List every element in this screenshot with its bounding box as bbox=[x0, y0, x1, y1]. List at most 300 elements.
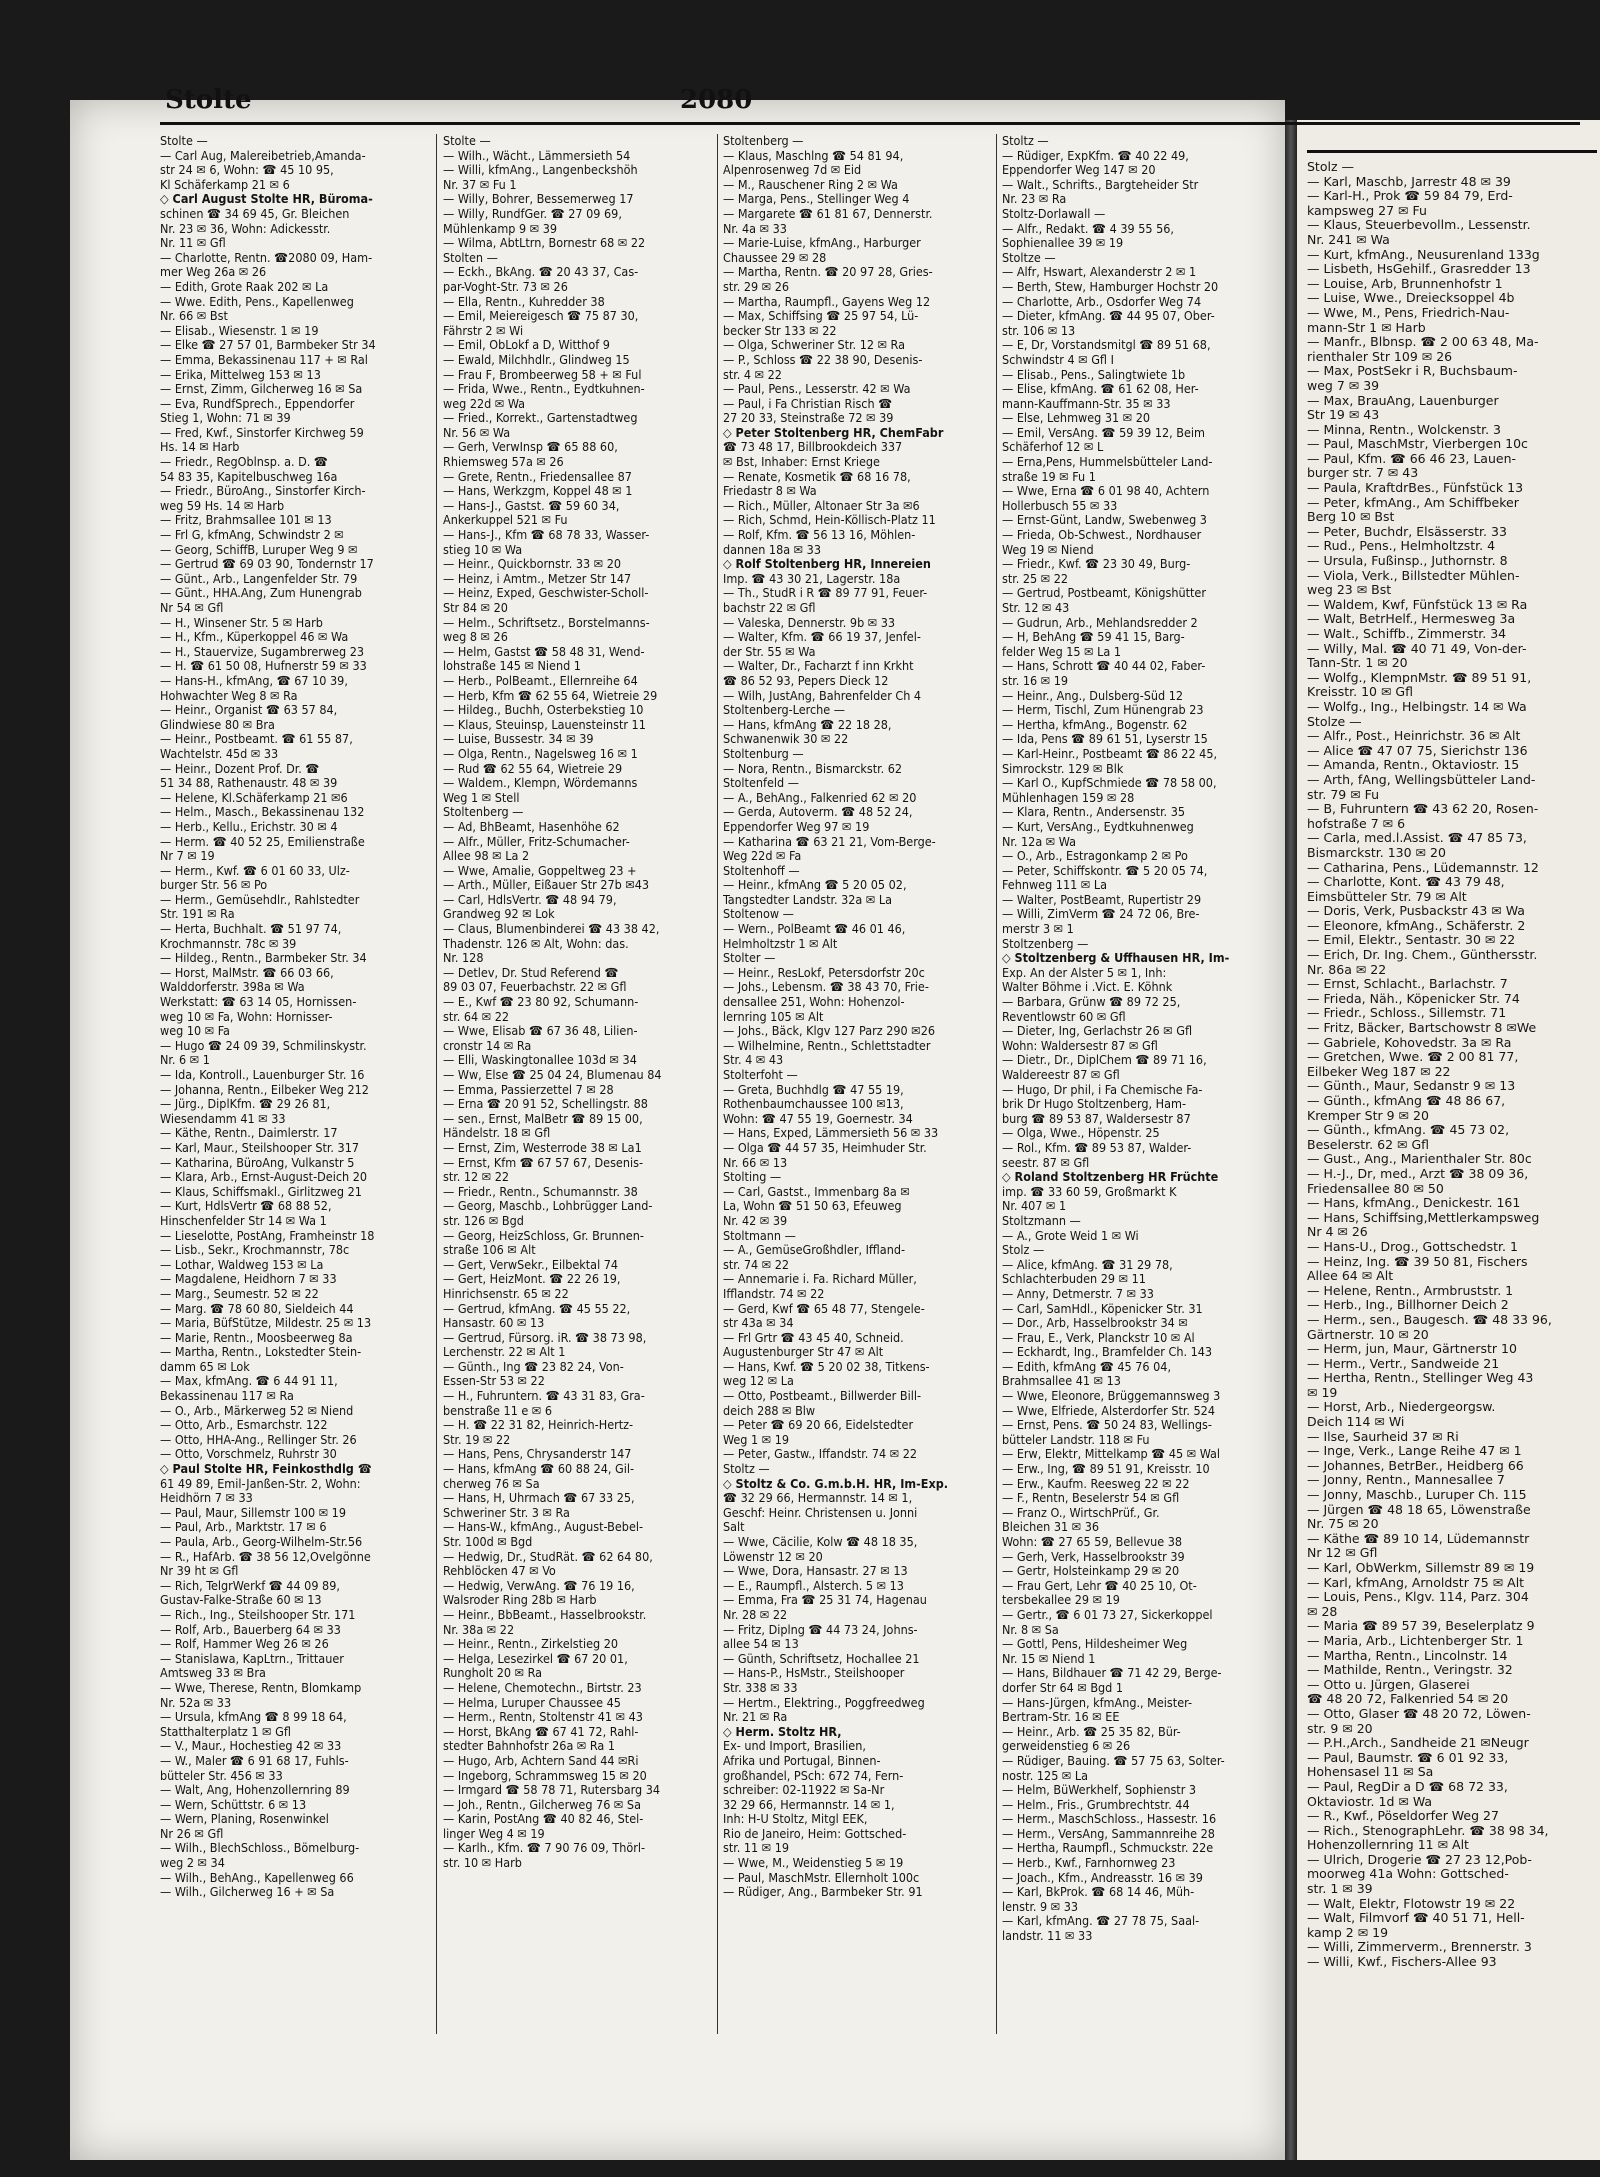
directory-entry-line: — Ulrich, Drogerie ☎ 27 23 12,Pob- bbox=[1307, 1852, 1532, 1867]
directory-entry-line: Essen-Str 53 ✉ 22 bbox=[443, 1374, 545, 1389]
directory-entry-line: straße 106 ✉ Alt bbox=[443, 1243, 536, 1258]
directory-entry-line: Str. 12 ✉ 43 bbox=[1002, 601, 1070, 615]
directory-entry-line: Rungholt 20 ✉ Ra bbox=[443, 1666, 543, 1681]
surname-heading: Stoltenow — bbox=[723, 907, 794, 922]
directory-entry-line: str. 11 ✉ 19 bbox=[723, 1841, 790, 1856]
directory-entry-line: — Amanda, Rentn., Oktaviostr. 15 bbox=[1307, 758, 1520, 773]
directory-entry-line: str. 79 ✉ Fu bbox=[1307, 787, 1380, 802]
directory-entry-line: Str. 100d ✉ Bgd bbox=[443, 1535, 533, 1549]
surname-heading: Stoltenfeld — bbox=[723, 776, 799, 791]
directory-entry-line: — Herta, Buchhalt. ☎ 51 97 74, bbox=[160, 922, 342, 937]
directory-entry-line: Nr. 128 bbox=[443, 951, 484, 966]
directory-entry-line: Heidhörn 7 ✉ 33 bbox=[160, 1491, 253, 1506]
directory-entry-line: — Hans-U., Drog., Gottschedstr. 1 bbox=[1307, 1239, 1518, 1254]
directory-entry-line: — Ursula, kfmAng ☎ 8 99 18 64, bbox=[160, 1710, 347, 1725]
directory-entry-line: — Willy, Bohrer, Bessemerweg 17 bbox=[443, 192, 634, 207]
directory-entry-line: — Marg., Seumestr. 52 ✉ 22 bbox=[160, 1286, 319, 1301]
directory-entry-line: — Gertrud, kfmAng. ☎ 45 55 22, bbox=[443, 1301, 631, 1316]
directory-entry-line: Augustenburger Str 47 ✉ Alt bbox=[723, 1345, 884, 1360]
directory-entry-line: — Mathilde, Rentn., Veringstr. 32 bbox=[1307, 1663, 1513, 1678]
directory-entry-line: felder Weg 15 ✉ La 1 bbox=[1002, 644, 1122, 659]
directory-entry-line: 27 20 33, Steinstraße 72 ✉ 39 bbox=[723, 411, 894, 426]
directory-entry-line: hofstraße 7 ✉ 6 bbox=[1307, 816, 1406, 831]
directory-entry-line: — Wwe, Dora, Hansastr. 27 ✉ 13 bbox=[723, 1564, 908, 1579]
book-spine bbox=[1285, 120, 1297, 2160]
directory-entry-line: Deich 114 ✉ Wi bbox=[1307, 1415, 1405, 1430]
directory-entry-line: — Marg. ☎ 78 60 80, Sieldeich 44 bbox=[160, 1301, 354, 1316]
surname-heading: Stolten — bbox=[443, 250, 498, 265]
directory-entry-line: Weg 22d ✉ Fa bbox=[723, 849, 802, 864]
directory-entry-line: Str 19 ✉ 43 bbox=[1307, 408, 1380, 423]
directory-entry-line: — Wilh., Wächt., Lämmersieth 54 bbox=[443, 148, 631, 163]
directory-entry-line: — Hans, Schrott ☎ 40 44 02, Faber- bbox=[1002, 659, 1206, 674]
surname-heading: Stoltenberg-Lerche — bbox=[723, 703, 846, 718]
directory-entry-line: str. 9 ✉ 20 bbox=[1307, 1721, 1373, 1736]
directory-entry-line: — Karl O., KupfSchmiede ☎ 78 58 00, bbox=[1002, 776, 1217, 791]
directory-entry-line: lernring 105 ✉ Alt bbox=[723, 1009, 824, 1024]
directory-entry-line: weg 59 Hs. 14 ✉ Harb bbox=[160, 498, 285, 513]
directory-entry-line: — Frida, Wwe., Rentn., Eydtkuhnen- bbox=[443, 382, 645, 397]
directory-entry-line: allee 54 ✉ 13 bbox=[723, 1637, 799, 1652]
directory-entry-line: deich 288 ✉ Blw bbox=[723, 1403, 816, 1418]
directory-entry-line: — Irmgard ☎ 58 78 71, Rutersbarg 34 bbox=[443, 1783, 661, 1798]
directory-entry-line: — Wern, Schüttstr. 6 ✉ 13 bbox=[160, 1797, 307, 1812]
directory-entry-line: Str 84 ✉ 20 bbox=[443, 601, 508, 615]
directory-entry-line: — Hans, Kwf. ☎ 5 20 02 38, Titkens- bbox=[723, 1359, 930, 1374]
directory-entry-line: — Charlotte, Arb., Osdorfer Weg 74 bbox=[1002, 294, 1202, 309]
directory-entry-line: — Rüdiger, Ang., Barmbeker Str. 91 bbox=[723, 1885, 923, 1900]
directory-entry-line: — Klara, Arb., Ernst-August-Deich 20 bbox=[160, 1170, 368, 1185]
directory-entry-line: — Herm., Kwf. ☎ 6 01 60 33, Ulz- bbox=[160, 863, 350, 878]
directory-entry-line: — sen., Ernst, MalBetr ☎ 89 15 00, bbox=[443, 1111, 643, 1126]
directory-entry-line: — Herb., Kellu., Erichstr. 30 ✉ 4 bbox=[160, 819, 338, 834]
directory-entry-line: Allee 98 ✉ La 2 bbox=[443, 849, 530, 864]
directory-entry-line: — Emil, VersAng. ☎ 59 39 12, Beim bbox=[1002, 425, 1205, 440]
directory-entry-line: — Viola, Verk., Billstedter Mühlen- bbox=[1307, 568, 1520, 583]
surname-heading: Stolze — bbox=[1307, 714, 1362, 729]
directory-entry-line: Bleichen 31 ✉ 36 bbox=[1002, 1520, 1099, 1535]
directory-entry-line: weg 7 ✉ 39 bbox=[1307, 378, 1380, 393]
directory-entry-line: — Else, Lehmweg 31 ✉ 20 bbox=[1002, 411, 1151, 426]
directory-entry-line: — Alfr., Redakt. ☎ 4 39 55 56, bbox=[1002, 221, 1174, 236]
directory-entry-line: par-Voght-Str. 73 ✉ 26 bbox=[443, 279, 568, 294]
facing-page-rule bbox=[1307, 150, 1597, 153]
directory-entry-line: — Karl, Maur., Steilshooper Str. 317 bbox=[160, 1140, 359, 1155]
directory-entry-line: Str. 191 ✉ Ra bbox=[160, 907, 235, 922]
directory-entry-line: Str. 338 ✉ 33 bbox=[723, 1680, 798, 1695]
directory-entry-line: Nr. 42 ✉ 39 bbox=[723, 1213, 788, 1228]
directory-entry-line: damm 65 ✉ Lok bbox=[160, 1359, 250, 1374]
directory-entry-line: Ex- und Import, Brasilien, bbox=[723, 1739, 866, 1754]
directory-entry-line: — Paula, KraftdrBes., Fünfstück 13 bbox=[1307, 481, 1524, 496]
directory-entry-line: — Joach., Kfm., Andreasstr. 16 ✉ 39 bbox=[1002, 1870, 1203, 1885]
directory-entry-line: — Otto, Glaser ☎ 48 20 72, Löwen- bbox=[1307, 1706, 1531, 1721]
directory-column-3 bbox=[723, 134, 991, 2034]
directory-entry-line: — Karl, kfmAng, Arnoldstr 75 ✉ Alt bbox=[1307, 1575, 1525, 1590]
directory-entry-line: Nr. 241 ✉ Wa bbox=[1307, 232, 1390, 247]
directory-entry-line: — Herm, Tischl, Zum Hünengrab 23 bbox=[1002, 703, 1204, 718]
directory-entry-line: str 43a ✉ 34 bbox=[723, 1316, 794, 1331]
directory-entry-line: — Jürgen ☎ 48 18 65, Löwenstraße bbox=[1307, 1502, 1531, 1517]
directory-entry-line: — Marie, Rentn., Moosbeerweg 8a bbox=[160, 1330, 353, 1345]
directory-entry-line: — Heinz, i Amtm., Metzer Str 147 bbox=[443, 571, 632, 586]
directory-entry-line: — Walter, Dr., Facharzt f inn Krkht bbox=[723, 659, 914, 674]
directory-entry-line: str. 64 ✉ 22 bbox=[443, 1009, 510, 1024]
directory-entry-line: — Karl, Maschb, Jarrestr 48 ✉ 39 bbox=[1307, 174, 1511, 189]
surname-heading: Stoltz — bbox=[1002, 134, 1049, 148]
directory-entry-line: — Dieter, Ing, Gerlachstr 26 ✉ Gfl bbox=[1002, 1024, 1193, 1039]
directory-entry-line: — Willi, Kwf., Fischers-Allee 93 bbox=[1307, 1955, 1497, 1970]
directory-entry-line: — Hans, kfmAng., Denickestr. 161 bbox=[1307, 1196, 1521, 1211]
directory-entry-line: weg 2 ✉ 34 bbox=[160, 1856, 225, 1871]
directory-entry-line: cronstr 14 ✉ Ra bbox=[443, 1038, 532, 1053]
directory-entry-line: — Dieter, kfmAng. ☎ 44 95 07, Ober- bbox=[1002, 309, 1215, 324]
directory-entry-line: ◇ Herm. Stoltz HR, bbox=[723, 1724, 842, 1739]
directory-entry-line: — Johannes, BetrBer., Heidberg 66 bbox=[1307, 1458, 1524, 1473]
directory-entry-line: — Heinr., BbBeamt., Hasselbrookstr. bbox=[443, 1607, 647, 1622]
directory-entry-line: — R., HafArb. ☎ 38 56 12,Ovelgönne bbox=[160, 1549, 371, 1564]
directory-entry-line: — A., Grote Weid 1 ✉ Wi bbox=[1002, 1228, 1139, 1243]
directory-entry-line: — P., Schloss ☎ 22 38 90, Desenis- bbox=[723, 352, 923, 367]
directory-entry-line: der Str. 55 ✉ Wa bbox=[723, 644, 816, 659]
directory-entry-line: Schweriner Str. 3 ✉ Ra bbox=[443, 1505, 570, 1520]
directory-entry-line: — Günth, Schriftsetz, Hochallee 21 bbox=[723, 1651, 920, 1666]
directory-entry-line: — Georg, SchiffB, Luruper Weg 9 ✉ bbox=[160, 542, 358, 557]
directory-entry-line: — W., Maler ☎ 6 91 68 17, Fuhls- bbox=[160, 1753, 349, 1768]
directory-entry-line: — Hedwig, Dr., StudRät. ☎ 62 64 80, bbox=[443, 1549, 653, 1564]
directory-entry-line: — Minna, Rentn., Wolckenstr. 3 bbox=[1307, 422, 1501, 437]
directory-entry-line: — Wwe, M., Weidenstieg 5 ✉ 19 bbox=[723, 1856, 904, 1871]
directory-entry-line: — Gertr., ☎ 6 01 73 27, Sickerkoppel bbox=[1002, 1607, 1213, 1622]
directory-entry-line: — Heinr., Dozent Prof. Dr. ☎ bbox=[160, 761, 320, 776]
directory-entry-line: Friedensallee 80 ✉ 50 bbox=[1307, 1181, 1444, 1196]
directory-entry-line: ◇ Stoltz & Co. G.m.b.H. HR, Im-Exp. bbox=[723, 1476, 949, 1491]
directory-entry-line: Amtsweg 33 ✉ Bra bbox=[160, 1666, 266, 1681]
directory-entry-line: Nr 7 ✉ 19 bbox=[160, 849, 215, 864]
directory-entry-line: — Kurt, kfmAng., Neusurenland 133g bbox=[1307, 247, 1540, 262]
directory-entry-line: — Otto, Arb., Esmarchstr. 122 bbox=[160, 1418, 328, 1433]
directory-entry-line: Nr. 15 ✉ Niend 1 bbox=[1002, 1651, 1096, 1666]
directory-entry-line: str. 10 ✉ Harb bbox=[443, 1856, 522, 1871]
directory-entry-line: — Paul, i Fa Christian Risch ☎ bbox=[723, 396, 893, 411]
directory-entry-line: — Gerh, VerwInsp ☎ 65 88 60, bbox=[443, 440, 618, 455]
directory-entry-line: kamp 2 ✉ 19 bbox=[1307, 1925, 1389, 1940]
directory-entry-line: — Th., StudR i R ☎ 89 77 91, Feuer- bbox=[723, 586, 928, 601]
directory-entry-line: Nr. 38a ✉ 22 bbox=[443, 1622, 515, 1637]
directory-entry-line: — Lothar, Waldweg 153 ✉ La bbox=[160, 1257, 324, 1272]
directory-entry-line: — Rol., Kfm. ☎ 89 53 87, Walder- bbox=[1002, 1140, 1192, 1155]
directory-entry-line: Nr. 6 ✉ 1 bbox=[160, 1053, 210, 1068]
directory-entry-line: Kremper Str 9 ✉ 20 bbox=[1307, 1108, 1429, 1123]
directory-entry-line: Alpenrosenweg 7d ✉ Eid bbox=[723, 163, 862, 178]
directory-entry-line: — Günth., Ing ☎ 23 82 24, Von- bbox=[443, 1359, 624, 1374]
directory-entry-line: — Lisbeth, HsGehilf., Grasredder 13 bbox=[1307, 262, 1531, 277]
directory-entry-line: weg 8 ✉ 26 bbox=[443, 630, 508, 645]
directory-entry-line: stieg 10 ✉ Wa bbox=[443, 542, 523, 557]
directory-entry-line: Geschf: Heinr. Christensen u. Jonni bbox=[723, 1505, 918, 1520]
directory-entry-line: Afrika und Portugal, Binnen- bbox=[723, 1753, 881, 1768]
directory-entry-line: — Wwe, Therese, Rentn, Blomkamp bbox=[160, 1680, 362, 1695]
directory-entry-line: nostr. 125 ✉ La bbox=[1002, 1768, 1089, 1783]
directory-entry-line: Kl Schäferkamp 21 ✉ 6 bbox=[160, 177, 290, 192]
directory-entry-line: Nr. 407 ✉ 1 bbox=[1002, 1199, 1067, 1214]
directory-entry-line: — Otto u. Jürgen, Glaserei bbox=[1307, 1677, 1470, 1692]
directory-entry-line: — Hans, Bildhauer ☎ 71 42 29, Berge- bbox=[1002, 1666, 1222, 1681]
directory-entry-line: Thadenstr. 126 ✉ Alt, Wohn: das. bbox=[443, 936, 629, 951]
directory-entry-line: Simrockstr. 129 ✉ Blk bbox=[1002, 761, 1124, 776]
directory-entry-line: — Willi, kfmAng., Langenbeckshöh bbox=[443, 163, 638, 178]
directory-entry-line: cherweg 76 ✉ Sa bbox=[443, 1476, 540, 1491]
directory-entry-line: weg 22d ✉ Wa bbox=[443, 396, 526, 411]
directory-entry-line: — Karl-Heinr., Postbeamt ☎ 86 22 45, bbox=[1002, 746, 1218, 761]
directory-entry-line: — Fritz, Brahmsallee 101 ✉ 13 bbox=[160, 513, 332, 528]
directory-entry-line: — Paul, MaschMstr, Vierbergen 10c bbox=[1307, 437, 1528, 452]
directory-entry-line: — Elke ☎ 27 57 01, Barmbeker Str 34 bbox=[160, 338, 376, 353]
directory-entry-line: — Heinr., Arb. ☎ 25 35 82, Bür- bbox=[1002, 1724, 1181, 1739]
directory-entry-line: Nr. 23 ✉ Ra bbox=[1002, 192, 1067, 207]
directory-entry-line: — Friedr., Schloss., Sillemstr. 71 bbox=[1307, 1006, 1507, 1021]
directory-entry-line: — P.H.,Arch., Sandheide 21 ✉Neugr bbox=[1307, 1736, 1529, 1751]
directory-entry-line: Oktaviostr. 1d ✉ Wa bbox=[1307, 1794, 1433, 1809]
directory-entry-line: — Helm., Fris., Grumbrechtstr. 44 bbox=[1002, 1797, 1190, 1812]
directory-entry-line: — Erw., Ing, ☎ 89 51 91, Kreisstr. 10 bbox=[1002, 1462, 1210, 1477]
directory-entry-line: merstr 3 ✉ 1 bbox=[1002, 922, 1074, 937]
directory-entry-line: — Johs., Lebensm. ☎ 38 43 70, Frie- bbox=[723, 980, 929, 995]
directory-entry-line: — Annemarie i. Fa. Richard Müller, bbox=[723, 1272, 917, 1287]
directory-entry-line: — Helga, Lesezirkel ☎ 67 20 01, bbox=[443, 1651, 628, 1666]
directory-entry-line: — Hertha, kfmAng., Bogenstr. 62 bbox=[1002, 717, 1188, 732]
directory-entry-line: — Wwe, Erna ☎ 6 01 98 40, Achtern bbox=[1002, 484, 1210, 499]
directory-entry-line: — Hans-W., kfmAng., August-Bebel- bbox=[443, 1520, 644, 1535]
directory-entry-line: str. 74 ✉ 22 bbox=[723, 1257, 790, 1272]
directory-entry-line: — Nora, Rentn., Bismarckstr. 62 bbox=[723, 761, 903, 776]
directory-entry-line: ☎ 73 48 17, Billbrookdeich 337 bbox=[723, 440, 903, 455]
directory-entry-line: — Valeska, Dennerstr. 9b ✉ 33 bbox=[723, 615, 896, 630]
directory-entry-line: bütteler Str. 456 ✉ 33 bbox=[160, 1768, 283, 1783]
directory-entry-line: — Jonny, Rentn., Mannesallee 7 bbox=[1307, 1473, 1505, 1488]
directory-entry-line: Wohn: ☎ 47 55 19, Goernestr. 34 bbox=[723, 1111, 913, 1126]
directory-entry-line: mer Weg 26a ✉ 26 bbox=[160, 265, 267, 280]
directory-entry-line: — Gerda, Autoverm. ☎ 48 52 24, bbox=[723, 805, 913, 820]
directory-entry-line: Nr. 8 ✉ Sa bbox=[1002, 1622, 1059, 1637]
directory-entry-line: 54 83 35, Kapitelbuschweg 16a bbox=[160, 469, 338, 484]
directory-entry-line: — Wern., PolBeamt ☎ 46 01 46, bbox=[723, 922, 906, 937]
directory-entry-line: ◇ Paul Stolte HR, Feinkosthdlg ☎ bbox=[160, 1462, 372, 1477]
directory-entry-line: — B, Fuhruntern ☎ 43 62 20, Rosen- bbox=[1307, 802, 1539, 817]
directory-entry-line: — H., Fuhruntern. ☎ 43 31 83, Gra- bbox=[443, 1389, 645, 1404]
directory-entry-line: Lerchenstr. 22 ✉ Alt 1 bbox=[443, 1345, 566, 1360]
directory-entry-line: — Rolf, Hammer Weg 26 ✉ 26 bbox=[160, 1637, 329, 1652]
directory-entry-line: Reventlowstr 60 ✉ Gfl bbox=[1002, 1009, 1126, 1024]
directory-entry-line: — Maria ☎ 89 57 39, Beselerplatz 9 bbox=[1307, 1619, 1535, 1634]
directory-entry-line: — Rich, TelgrWerkf ☎ 44 09 89, bbox=[160, 1578, 340, 1593]
directory-entry-line: — Wwe, M., Pens, Friedrich-Nau- bbox=[1307, 305, 1510, 320]
directory-entry-line: Nr. 75 ✉ 20 bbox=[1307, 1517, 1379, 1532]
surname-heading: Stolte — bbox=[160, 134, 208, 148]
directory-entry-line: — Wern, Planing, Rosenwinkel bbox=[160, 1812, 329, 1827]
directory-entry-line: bütteler Landstr. 118 ✉ Fu bbox=[1002, 1432, 1150, 1447]
directory-entry-line: — Hans-Jürgen, kfmAng., Meister- bbox=[1002, 1695, 1193, 1710]
directory-entry-line: — Erika, Mittelweg 153 ✉ 13 bbox=[160, 367, 321, 382]
directory-entry-line: — Hedwig, VerwAng. ☎ 76 19 16, bbox=[443, 1578, 635, 1593]
directory-entry-line: Ankerkuppel 521 ✉ Fu bbox=[443, 513, 568, 528]
directory-entry-line: — Emil, Elektr., Sentastr. 30 ✉ 22 bbox=[1307, 933, 1516, 948]
directory-entry-line: ◇ Rolf Stoltenberg HR, Innereien bbox=[723, 557, 931, 572]
directory-entry-line: Grandweg 92 ✉ Lok bbox=[443, 907, 555, 922]
surname-heading: Stoltenberg — bbox=[443, 805, 524, 820]
directory-entry-line: dannen 18a ✉ 33 bbox=[723, 542, 821, 557]
directory-entry-line: — Klaus, Schiffsmakl., Girlitzweg 21 bbox=[160, 1184, 362, 1199]
directory-entry-line: — Ewald, Milchhdlr., Glindweg 15 bbox=[443, 352, 630, 367]
directory-entry-line: — Hugo ☎ 24 09 39, Schmilinskystr. bbox=[160, 1038, 367, 1053]
directory-entry-line: — Heinr., Postbeamt. ☎ 61 55 87, bbox=[160, 732, 353, 747]
directory-entry-line: — Friedr., RegOblnsp. a. D. ☎ bbox=[160, 455, 328, 470]
directory-entry-line: — Carl Aug, Malereibetrieb,Amanda- bbox=[160, 148, 366, 163]
directory-entry-line: — Luise, Wwe., Dreiecksoppel 4b bbox=[1307, 291, 1515, 306]
column-divider bbox=[717, 134, 718, 2034]
directory-entry-line: — Karin, PostAng ☎ 40 82 46, Stel- bbox=[443, 1812, 644, 1827]
directory-entry-line: — Renate, Kosmetik ☎ 68 16 78, bbox=[723, 469, 911, 484]
directory-entry-line: Sophienallee 39 ✉ 19 bbox=[1002, 236, 1124, 251]
directory-entry-line: ☎ 48 20 72, Falkenried 54 ✉ 20 bbox=[1307, 1692, 1509, 1707]
directory-entry-line: lohstraße 145 ✉ Niend 1 bbox=[443, 659, 581, 674]
directory-entry-line: — Rich., StenographLehr. ☎ 38 98 34, bbox=[1307, 1823, 1549, 1838]
directory-entry-line: lenstr. 9 ✉ 33 bbox=[1002, 1899, 1079, 1914]
directory-entry-line: str. 25 ✉ 22 bbox=[1002, 571, 1069, 586]
directory-entry-line: Eppendorfer Weg 97 ✉ 19 bbox=[723, 819, 870, 834]
directory-entry-line: — Lisb., Sekr., Krochmannstr, 78c bbox=[160, 1243, 350, 1258]
directory-entry-line: — Louis, Pens., Klgv. 114, Parz. 304 bbox=[1307, 1590, 1529, 1605]
directory-entry-line: — Jürg., DiplKfm. ☎ 29 26 81, bbox=[160, 1097, 331, 1112]
directory-entry-line: Nr. 56 ✉ Wa bbox=[443, 425, 511, 440]
directory-entry-line: — H.-J., Dr, med., Arzt ☎ 38 09 36, bbox=[1307, 1166, 1529, 1181]
directory-entry-line: — Olga, Wwe., Höpenstr. 25 bbox=[1002, 1126, 1160, 1141]
directory-entry-line: — E., Raumpfl., Alsterch. 5 ✉ 13 bbox=[723, 1578, 904, 1593]
directory-entry-line: — Elisab., Wiesenstr. 1 ✉ 19 bbox=[160, 323, 319, 338]
directory-column-1 bbox=[160, 134, 428, 2034]
directory-entry-line: Wohn: Waldersestr 87 ✉ Gfl bbox=[1002, 1038, 1158, 1053]
directory-entry-line: Nr. 4a ✉ 33 bbox=[723, 221, 787, 236]
directory-entry-line: Glindwiese 80 ✉ Bra bbox=[160, 717, 275, 732]
directory-entry-line: — Carla, med.l.Assist. ☎ 47 85 73, bbox=[1307, 831, 1527, 846]
directory-entry-line: — Detlev, Dr. Stud Referend ☎ bbox=[443, 965, 619, 980]
directory-entry-line: — Luise, Bussestr. 34 ✉ 39 bbox=[443, 732, 594, 747]
directory-entry-line: str. 4 ✉ 22 bbox=[723, 367, 782, 382]
directory-entry-line: Nr. 12a ✉ Wa bbox=[1002, 834, 1076, 849]
directory-entry-line: — Klaus, Steuinsp, Lauensteinstr 11 bbox=[443, 717, 646, 732]
directory-entry-line: — Walt., Schrifts., Bargteheider Str bbox=[1002, 177, 1199, 192]
directory-entry-line: Schwanenwik 30 ✉ 22 bbox=[723, 732, 849, 747]
directory-entry-line: — Emil, Meiereigesch ☎ 75 87 30, bbox=[443, 309, 639, 324]
directory-entry-line: ✉ 28 bbox=[1307, 1604, 1338, 1619]
directory-entry-line: — Karl, BkProk. ☎ 68 14 46, Müh- bbox=[1002, 1885, 1195, 1900]
directory-entry-line: — Günth., kfmAng. ☎ 45 73 02, bbox=[1307, 1123, 1510, 1138]
directory-entry-line: — Ernst-Günt, Landw, Swebenweg 3 bbox=[1002, 513, 1207, 528]
surname-heading: Stolterfoht — bbox=[723, 1068, 798, 1082]
directory-entry-line: — Hildeg., Buchh, Osterbekstieg 10 bbox=[443, 703, 644, 718]
directory-entry-line: — Carl, HdlsVertr. ☎ 48 94 79, bbox=[443, 892, 617, 907]
directory-entry-line: — Helm., Masch., Bekassinenau 132 bbox=[160, 805, 365, 820]
directory-entry-line: — Peter ☎ 69 20 66, Eidelstedter bbox=[723, 1418, 914, 1433]
directory-entry-line: — Kurt, VersAng., Eydtkuhnenweg bbox=[1002, 819, 1194, 834]
directory-entry-line: Walsroder Ring 28b ✉ Harb bbox=[443, 1593, 597, 1608]
directory-entry-line: Fährstr 2 ✉ Wi bbox=[443, 323, 524, 338]
directory-entry-line: — Hans-H., kfmAng, ☎ 67 10 39, bbox=[160, 673, 348, 688]
directory-entry-line: — Eckh., BkAng. ☎ 20 43 37, Cas- bbox=[443, 265, 639, 280]
directory-entry-line: — Hugo, Arb, Achtern Sand 44 ✉Ri bbox=[443, 1753, 639, 1768]
directory-entry-line: Eimsbütteler Str. 79 ✉ Alt bbox=[1307, 889, 1467, 904]
directory-entry-line: — Helma, Luruper Chaussee 45 bbox=[443, 1695, 621, 1710]
directory-entry-line: — Carl, Gastst., Immenbarg 8a ✉ bbox=[723, 1184, 910, 1199]
directory-entry-line: benstraße 11 e ✉ 6 bbox=[443, 1403, 553, 1418]
directory-entry-line: — Martha, Rentn. ☎ 20 97 28, Gries- bbox=[723, 265, 933, 280]
directory-entry-line: — Horst, Arb., Niedergeorgsw. bbox=[1307, 1400, 1496, 1415]
directory-entry-line: schreiber: 02-11922 ✉ Sa-Nr bbox=[723, 1783, 885, 1798]
directory-entry-line: Nr. 28 ✉ 22 bbox=[723, 1607, 788, 1622]
directory-entry-line: — Marga, Pens., Stellinger Weg 4 bbox=[723, 192, 910, 207]
directory-entry-line: — Ad, BhBeamt, Hasenhöhe 62 bbox=[443, 819, 620, 834]
directory-entry-line: — R., Kwf., Pöseldorfer Weg 27 bbox=[1307, 1809, 1499, 1824]
directory-entry-line: Rhiemsweg 57a ✉ 26 bbox=[443, 455, 564, 470]
directory-entry-line: Imp. ☎ 43 30 21, Lagerstr. 18a bbox=[723, 571, 901, 586]
directory-entry-line: — Peter, Buchdr, Elsässerstr. 33 bbox=[1307, 524, 1507, 539]
directory-entry-line: — H, BehAng ☎ 59 41 15, Barg- bbox=[1002, 630, 1185, 645]
directory-entry-line: — Carl, SamHdl., Köpenicker Str. 31 bbox=[1002, 1301, 1203, 1316]
directory-entry-line: ◇ Peter Stoltenberg HR, ChemFabr bbox=[723, 425, 944, 440]
directory-entry-line: Weg 19 ✉ Niend bbox=[1002, 542, 1094, 557]
directory-entry-line: — Willy, Mal. ☎ 40 71 49, Von-der- bbox=[1307, 641, 1527, 656]
directory-entry-line: — Waldem, Kwf, Fünfstück 13 ✉ Ra bbox=[1307, 597, 1528, 612]
directory-entry-line: — Inge, Verk., Lange Reihe 47 ✉ 1 bbox=[1307, 1444, 1522, 1459]
directory-entry-line: — Karl, kfmAng. ☎ 27 78 75, Saal- bbox=[1002, 1914, 1200, 1929]
directory-entry-line: gerweidenstieg 6 ✉ 26 bbox=[1002, 1739, 1131, 1754]
directory-entry-line: — Otto, HHA-Ang., Rellinger Str. 26 bbox=[160, 1432, 357, 1447]
directory-entry-line: Hohensasel 11 ✉ Sa bbox=[1307, 1765, 1434, 1780]
directory-entry-line: — Gust., Ang., Marienthaler Str. 80c bbox=[1307, 1152, 1532, 1167]
directory-entry-line: str. 16 ✉ 19 bbox=[1002, 673, 1069, 688]
directory-entry-line: — Ernst, Zimm, Gilcherweg 16 ✉ Sa bbox=[160, 382, 363, 397]
surname-heading: Stolz — bbox=[1307, 160, 1354, 174]
directory-entry-line: Walter Böhme i .Vict. E. Köhnk bbox=[1002, 980, 1173, 995]
directory-entry-line: — Hans-P., HsMstr., Steilshooper bbox=[723, 1666, 905, 1681]
directory-entry-line: Wiesendamm 41 ✉ 33 bbox=[160, 1111, 286, 1126]
directory-entry-line: — Wwe, Elisab ☎ 67 36 48, Lilien- bbox=[443, 1024, 638, 1039]
directory-entry-line: — Wilh., BehAng., Kapellenweg 66 bbox=[160, 1870, 354, 1885]
directory-entry-line: — Günt., HHA.Ang, Zum Hunengrab bbox=[160, 586, 362, 601]
directory-entry-line: Statthalterplatz 1 ✉ Gfl bbox=[160, 1724, 291, 1739]
directory-entry-line: — Doris, Verk, Pusbackstr 43 ✉ Wa bbox=[1307, 904, 1525, 919]
directory-entry-line: Exp. An der Alster 5 ✉ 1, Inh: bbox=[1002, 965, 1167, 980]
directory-entry-line: — Herb., Ing., Billhorner Deich 2 bbox=[1307, 1298, 1509, 1313]
directory-entry-line: str 24 ✉ 6, Wohn: ☎ 45 10 95, bbox=[160, 163, 334, 178]
directory-entry-line: — Paul, RegDir a D ☎ 68 72 33, bbox=[1307, 1779, 1508, 1794]
directory-entry-line: — Helene, Kl.Schäferkamp 21 ✉6 bbox=[160, 790, 348, 805]
directory-entry-line: Str. 4 ✉ 43 bbox=[723, 1053, 784, 1068]
directory-entry-line: — Erna,Pens, Hummelsbütteler Land- bbox=[1002, 455, 1213, 470]
directory-entry-line: Gustav-Falke-Straße 60 ✉ 13 bbox=[160, 1593, 322, 1608]
directory-entry-line: Nr 39 ht ✉ Gfl bbox=[160, 1564, 239, 1579]
directory-entry-line: — Herb., Kwf., Farnhornweg 23 bbox=[1002, 1856, 1176, 1871]
directory-entry-line: — Klaus, Steuerbevollm., Lessenstr. bbox=[1307, 218, 1531, 233]
directory-entry-line: — Walt, Filmvorf ☎ 40 51 71, Hell- bbox=[1307, 1911, 1525, 1926]
directory-entry-line: — Heinz, Exped, Geschwister-Scholl- bbox=[443, 586, 649, 601]
directory-entry-line: — Eckhardt, Ing., Bramfelder Ch. 143 bbox=[1002, 1345, 1213, 1360]
directory-entry-line: — Eva, RundfSprech., Eppendorfer bbox=[160, 396, 355, 411]
directory-entry-line: — Arth, fAng, Wellingsbütteler Land- bbox=[1307, 772, 1536, 787]
directory-entry-line: — Rolf, Arb., Bauerberg 64 ✉ 33 bbox=[160, 1622, 341, 1637]
running-head-name: Stolte bbox=[165, 85, 252, 115]
directory-entry-line: — Helm, BüWerkhelf, Sophienstr 3 bbox=[1002, 1783, 1197, 1798]
